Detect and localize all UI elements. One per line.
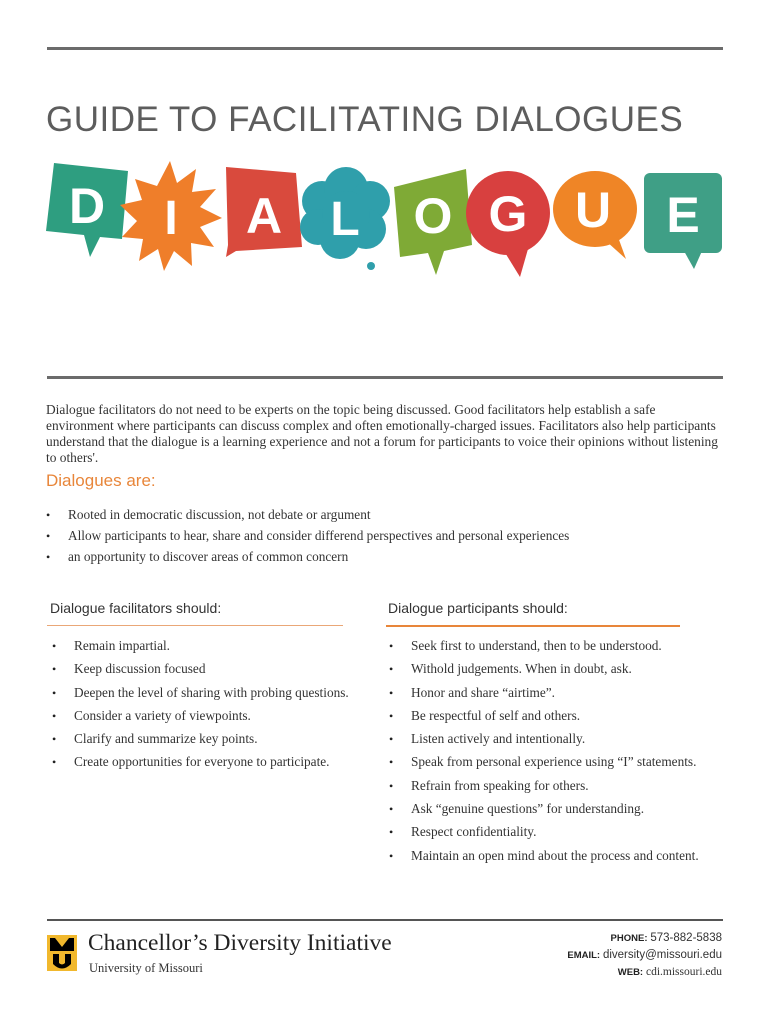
banner-letter-u: U	[574, 182, 612, 238]
banner-bubble-a	[226, 167, 302, 257]
list-item: • Ask “genuine questions” for understanding.	[389, 801, 699, 824]
mizzou-logo-icon	[47, 935, 77, 971]
list-item: • Remain impartial.	[52, 638, 349, 661]
participants-list	[389, 638, 699, 871]
phone-number: 573-882-5838	[650, 932, 722, 944]
facilitators-heading: Dialogue facilitators should:	[50, 600, 222, 616]
web-line	[567, 964, 722, 981]
university-name: University of Missouri	[89, 961, 203, 975]
phone-label: PHONE:	[610, 933, 648, 944]
banner-bubble-g	[466, 171, 550, 277]
list-item: • Rooted in democratic discussion, not debate or argument	[46, 507, 569, 528]
footer-divider	[47, 919, 723, 921]
page-title: GUIDE TO FACILITATING DIALOGUES	[46, 100, 684, 139]
banner-bubble-d	[46, 163, 128, 257]
list-item: • Allow participants to hear, share and consider differend perspectives and personal experiences	[46, 528, 569, 549]
list-item: • Create opportunities for everyone to participate.	[52, 754, 349, 777]
list-item: • Deepen the level of sharing with probing questions.	[52, 685, 349, 708]
email-address[interactable]: diversity@missouri.edu	[602, 949, 722, 961]
banner-letter-a: A	[245, 188, 283, 244]
list-item: • Seek first to understand, then to be understood.	[389, 638, 699, 661]
participants-underline	[386, 625, 680, 627]
banner-bubble-e	[644, 173, 722, 269]
list-item: • an opportunity to discover areas of common concern	[46, 549, 569, 570]
section-divider	[47, 376, 723, 379]
list-item: • Clarify and summarize key points.	[52, 731, 349, 754]
list-item: • Consider a variety of viewpoints.	[52, 708, 349, 731]
web-address[interactable]: cdi.missouri.edu	[645, 966, 722, 978]
dialogues-are-list	[46, 507, 569, 570]
banner-bubble-l	[300, 167, 390, 270]
list-item: • Keep discussion focused	[52, 661, 349, 684]
org-name: Chancellor’s Diversity Initiative	[88, 930, 392, 956]
banner-bubble-o	[394, 169, 472, 275]
list-item: • Speak from personal experience using “I” statements.	[389, 754, 699, 777]
list-item: • Refrain from speaking for others.	[389, 778, 699, 801]
banner-letter-e: E	[666, 187, 700, 243]
email-label: EMAIL:	[567, 950, 601, 961]
web-label: WEB:	[617, 967, 644, 978]
facilitators-underline	[47, 625, 343, 626]
phone-line	[567, 930, 722, 947]
banner-letter-o: O	[413, 188, 453, 244]
banner-letter-l: L	[330, 193, 360, 246]
list-item: • Be respectful of self and others.	[389, 708, 699, 731]
top-divider	[47, 47, 723, 50]
email-line	[567, 947, 722, 964]
list-item: • Respect confidentiality.	[389, 824, 699, 847]
banner-bubble-u	[553, 171, 637, 259]
banner-letter-d: D	[68, 178, 106, 234]
dialogues-are-heading: Dialogues are:	[46, 471, 156, 490]
participants-heading: Dialogue participants should:	[388, 600, 568, 616]
banner-letter-i: I	[164, 192, 178, 245]
facilitators-list	[52, 638, 349, 778]
list-item: • Listen actively and intentionally.	[389, 731, 699, 754]
list-item: • Honor and share “airtime”.	[389, 685, 699, 708]
dialogue-banner	[40, 155, 730, 300]
contact-block	[567, 930, 722, 981]
intro-paragraph: Dialogue facilitators do not need to be experts on the topic being discussed. Good facilitators help establish a safe environment where participants can discuss complex and often emotionally-charged issues. Facilitators also help participants understand that the dialogue is a learning experience and not a forum for participants to voice their opinions without listening to others'.	[46, 402, 718, 465]
list-item: • Withold judgements. When in doubt, ask.	[389, 661, 699, 684]
list-item: • Maintain an open mind about the process and content.	[389, 848, 699, 871]
banner-letter-g: G	[488, 186, 528, 242]
banner-bubble-i	[120, 161, 222, 271]
